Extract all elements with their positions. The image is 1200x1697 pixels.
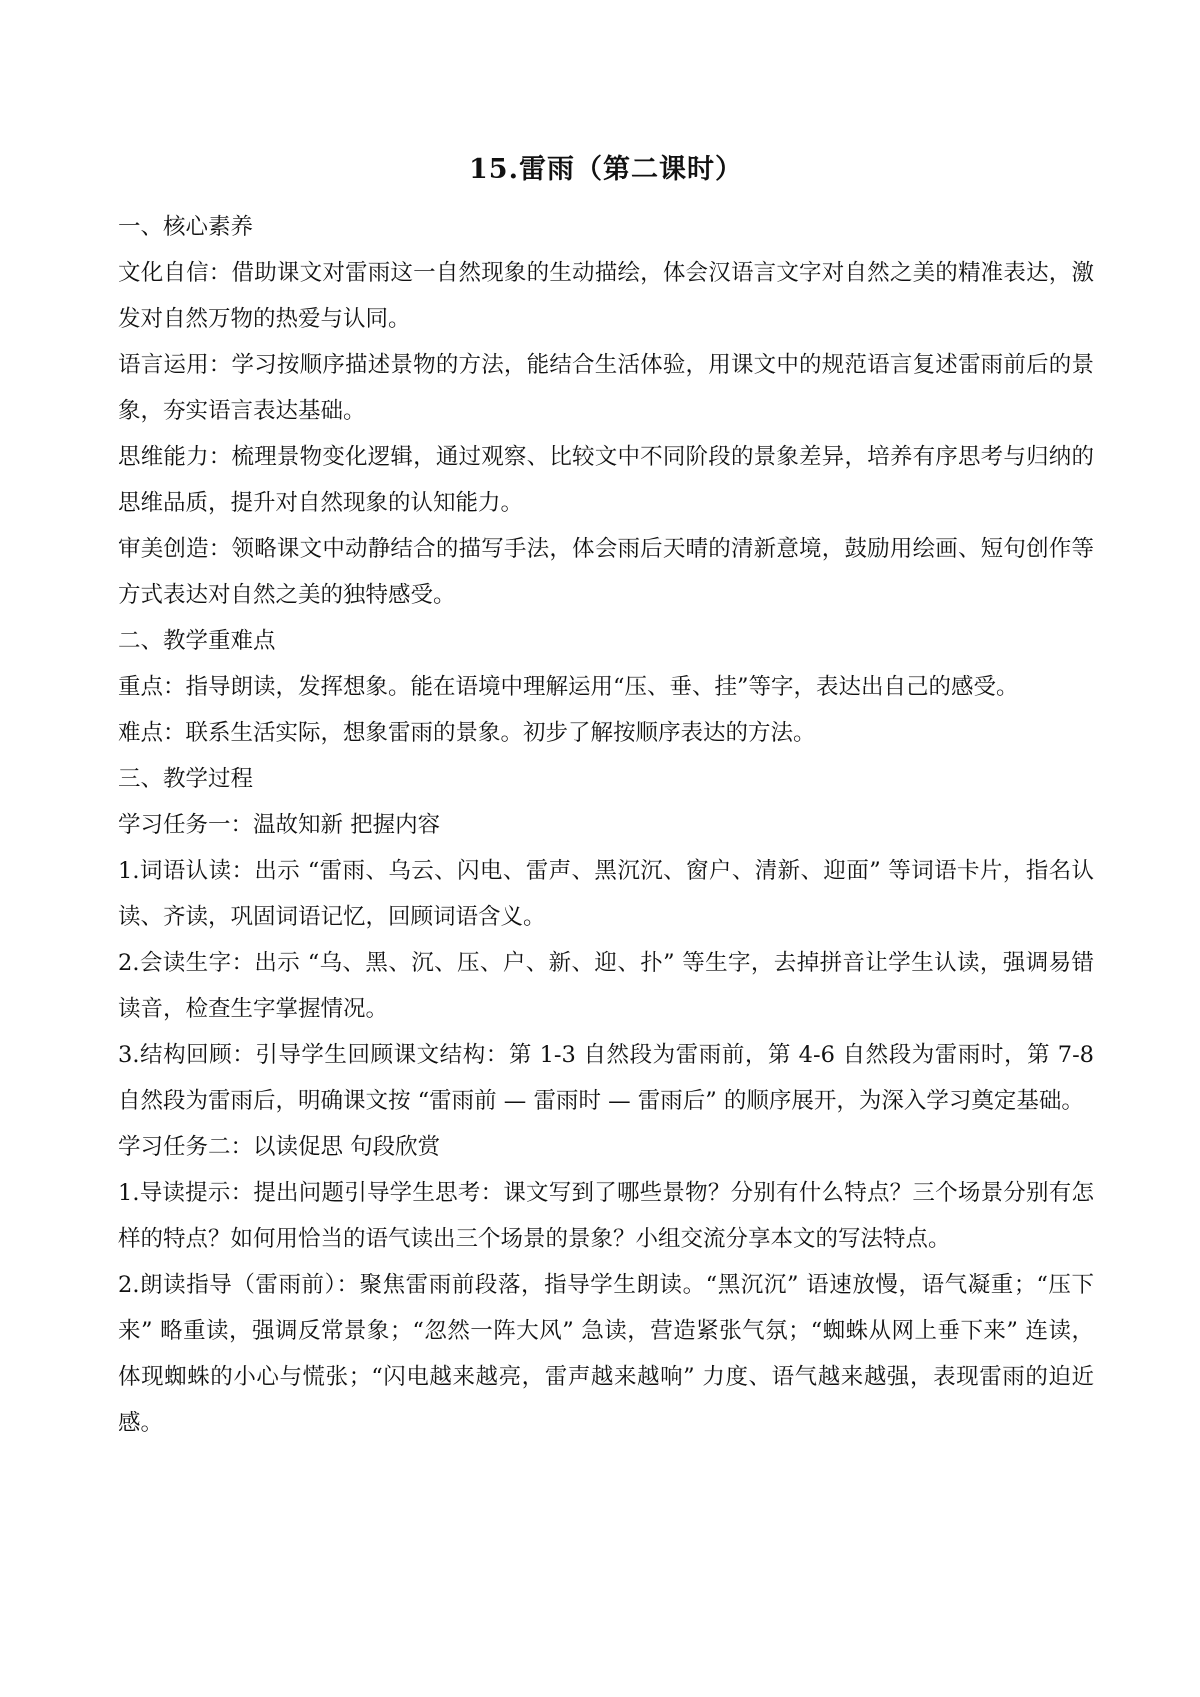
paragraph-difficult-point: 难点：联系生活实际，想象雷雨的景象。初步了解按顺序表达的方法。 [118, 720, 816, 746]
section-heading-key-points: 二、教学重难点 [118, 628, 276, 654]
page-title: 15.雷雨（第二课时） [469, 154, 743, 185]
paragraph-cultural-confidence: 文化自信：借助课文对雷雨这一自然现象的生动描绘，体会汉语言文字对自然之美的精准表达，激发对自然万物的热爱与认同。 [118, 260, 1094, 332]
paragraph-aesthetic-creation: 审美创造：领略课文中动静结合的描写手法，体会雨后天晴的清新意境，鼓励用绘画、短句创作等方式表达对自然之美的独特感受。 [118, 536, 1094, 608]
document-page [118, 150, 1094, 1446]
task-heading-1: 学习任务一：温故知新 把握内容 [118, 812, 441, 838]
paragraph-structure-review: 3.结构回顾：引导学生回顾课文结构：第 1-3 自然段为雷雨前，第 4-6 自然段为雷雨时，第 7-8 自然段为雷雨后，明确课文按 “雷雨前 — 雷雨时 — 雷雨后” 的顺序展开，为深入学习奠定基础。 [118, 1042, 1094, 1114]
paragraph-new-characters: 2.会读生字：出示 “乌、黑、沉、压、户、新、迎、扑” 等生字，去掉拼音让学生认读，强调易错读音，检查生字掌握情况。 [118, 950, 1094, 1022]
section-heading-teaching-process: 三、教学过程 [118, 766, 254, 792]
paragraph-key-point: 重点：指导朗读，发挥想象。能在语境中理解运用“压、垂、挂”等字，表达出自己的感受。 [118, 674, 1019, 700]
paragraph-language-use: 语言运用：学习按顺序描述景物的方法，能结合生活体验，用课文中的规范语言复述雷雨前后的景象，夯实语言表达基础。 [118, 352, 1094, 424]
paragraph-reading-prompt: 1.导读提示：提出问题引导学生思考：课文写到了哪些景物？分别有什么特点？三个场景分别有怎样的特点？如何用恰当的语气读出三个场景的景象？小组交流分享本文的写法特点。 [118, 1180, 1094, 1252]
paragraph-word-reading: 1.词语认读：出示 “雷雨、乌云、闪电、雷声、黑沉沉、窗户、清新、迎面” 等词语卡片，指名认读、齐读，巩固词语记忆，回顾词语含义。 [118, 858, 1094, 930]
paragraph-thinking-ability: 思维能力：梳理景物变化逻辑，通过观察、比较文中不同阶段的景象差异，培养有序思考与归纳的思维品质，提升对自然现象的认知能力。 [118, 444, 1094, 516]
task-heading-2: 学习任务二：以读促思 句段欣赏 [118, 1134, 441, 1160]
section-heading-core-literacy: 一、核心素养 [118, 214, 254, 240]
paragraph-reading-guidance: 2.朗读指导（雷雨前）：聚焦雷雨前段落，指导学生朗读。“黑沉沉” 语速放慢，语气凝重；“压下来” 略重读，强调反常景象；“忽然一阵大风” 急读，营造紧张气氛；“蜘蛛从网上垂下来” 连读，体现蜘蛛的小心与慌张；“闪电越来越亮，雷声越来越响” 力度、语气越来越强，表现雷雨的迫近感。 [118, 1272, 1094, 1436]
